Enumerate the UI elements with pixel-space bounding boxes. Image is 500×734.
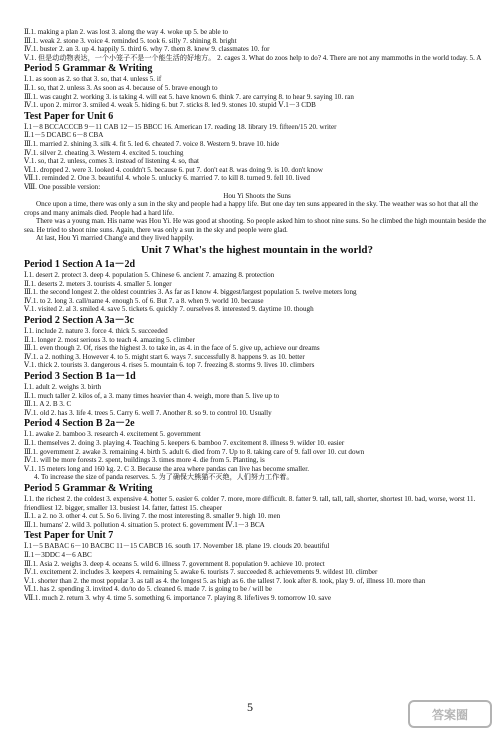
essay-paragraph: Once upon a time, there was only a sun in the sky and people had a happy life. But one day ten suns appeared in the sky. The weather was so hot that all the crops and many animals died. People had a hard life. [24,200,479,217]
answer-line: Ⅳ.1. a 2. nothing 3. However 4. to 5. might start 6. ways 7. successfully 8. happens 9. as 10. better [24,352,305,361]
answer-line: Ⅱ.1－5 DCABC 6－8 CBA [24,131,104,140]
answer-line: Ⅴ.1. 15 meters long and 160 kg. 2. C 3. Because the area where pandas can live has become smaller. [24,464,310,473]
unit6-answers-continued [24,28,490,62]
answer-line: Ⅴ.1. visited 2. al 3. smiled 4. save 5. tickets 6. quickly 7. ourselves 8. interested 9. daytime 10. though [24,305,314,314]
watermark-logo: 答案圈 [408,700,492,728]
answer-line: Ⅰ.1. desert 2. protect 3. deep 4. population 5. Chinese 6. ancient 7. amazing 8. protection [24,271,275,280]
section-heading: Period 1 Section A 1a－2d [24,259,136,271]
answer-line: Ⅲ.1. humans' 2. wild 3. pollution 4. situation 5. protect 6. government Ⅳ.1－3 BCA [24,520,265,529]
answer-line: Ⅲ.1. A 2. B 3. C [24,400,72,409]
answer-line: Ⅱ.1. longer 2. most serious 3. to teach 4. amazing 5. climber [24,335,195,344]
answer-line: Ⅲ.1. even though 2. Of, rises the highest 3. to take in, as 4. in the face of 5. give up, achieve our dreams [24,344,320,353]
answer-line: Ⅲ.1. was caught 2. working 3. is taking 4. will eat 5. have known 6. think 7. are carrying 8. to hear 9. saying 10. ran [24,92,354,101]
essay-title: Hou Yi Shoots the Suns [223,191,291,200]
answer-line: Ⅲ.1. Asia 2. weighs 3. deep 4. oceans 5. wild 6. illness 7. government 8. population 9. achieve 10. protect [24,559,325,568]
answer-line: Ⅳ.1. buster 2. an 3. up 4. happily 5. third 6. why 7. them 8. knew 9. classmates 10. for [24,45,270,54]
answer-line: Ⅳ.1. old 2. has 3. life 4. trees 5. Carry 6. well 7. Another 8. so 9. to control 10. Usually [24,408,272,417]
answer-line: Ⅱ.1. making a plan 2. was lost 3. along the way 4. woke up 5. be able to [24,28,228,36]
answer-line: Ⅶ.1. reminded 2. One 3. beautiful 4. whole 5. unlucky 6. married 7. to kill 8. turned 9. fell 10. lived [24,174,310,183]
answer-line: Ⅴ.1. thick 2. tourists 3. dangerous 4. rises 5. mountain 6. top 7. freezing 8. storms 9. lives 10. climbers [24,361,315,370]
answer-line: Ⅳ.1. upon 2. mirror 3. smiled 4. weak 5. hiding 6. but 7. sticks 8. led 9. stones 10. stupid Ⅴ.1－3 CDB [24,101,316,110]
section-heading: Period 3 Section B 1a－1d [24,371,136,382]
answer-line: Ⅱ.1. so, that 2. unless 3. As soon as 4. because of 5. brave enough to [24,83,218,92]
answer-line: Ⅲ.1. the second longest 2. the oldest countries 3. As far as I know 4. biggest/largest population 5. twelve meters long [24,288,357,297]
answer-line: Ⅳ.1. will be more forests 2. spent, buildings 3. times more 4. die from 5. Planting, is [24,456,265,465]
answer-line: Ⅱ.1. deserts 2. meters 3. tourists 4. smaller 5. longer [24,279,172,288]
answer-line: Ⅲ.1. married 2. shining 3. silk 4. fit 5. led 6. cheated 7. voice 8. Western 9. brave 10. hide [24,139,280,148]
answer-line: Ⅲ.1. weak 2. stone 3. voice 4. reminded 5. took 6. silly 7. shining 8. bright [24,36,237,45]
answer-line: Ⅱ.1. a 2. no 3. other 4. cut 5. So 6. living 7. the most interesting 8. smaller 9. high 10. men [24,512,281,521]
answer-line: Ⅴ.1. so, that 2. unless, comes 3. instead of listening 4. so, that [24,157,199,166]
answer-line: Ⅰ.1. awake 2. bamboo 3. research 4. excitement 5. government [24,430,201,439]
section-heading: Test Paper for Unit 6 [24,110,114,122]
answer-line: Ⅰ.1. as soon as 2. so that 3. so, that 4. unless 5. if [24,75,162,84]
answer-line: Ⅰ.1－5 BABAC 6－10 BACBC 11－15 CABCB 16. south 17. November 18. plane 19. clouds 20. beautiful [24,542,330,551]
answer-line: 4. To increase the size of panda reserves. 5. 为了确保大熊猫不灭绝，人们努力工作着。 [34,473,294,482]
answer-line: Ⅵ.1. has 2. spending 3. invited 4. do/to do 5. cleaned 6. made 7. is going to be / will be [24,585,272,594]
essay-paragraph: At last, Hou Yi married Chang'e and they lived happily. [36,234,194,243]
answer-line: Ⅳ.1. to 2. long 3. call/name 4. enough 5. of 6. But 7. a 8. when 9. world 10. because [24,296,264,305]
answer-line: Ⅵ.1. dropped 2. were 3. looked 4. couldn't 5. because 6. put 7. don't eat 8. was doing 9. is 10. don't know [24,165,323,174]
answer-line: Ⅱ.1. much taller 2. kilos of, a 3. many times heavier than 4. weigh, more than 5. live up to [24,391,280,400]
page-number: 5 [247,700,253,714]
section-heading: Period 2 Section A 3a－3c [24,315,134,327]
answer-line: Ⅱ.1－3DDC 4－6 ABC [24,550,92,559]
answer-line: Ⅳ.1. excitement 2. includes 3. keepers 4. remaining 5. awake 6. tourists 7. succeeded 8. achievements 9. wildest 10. climber [24,568,378,577]
answer-line: Ⅶ.1. much 2. return 3. why 4. time 5. something 6. importance 7. playing 8. life/lives 9. tomorrow 10. save [24,593,332,602]
section-heading: Period 4 Section B 2a－2e [24,418,135,430]
answer-line: Ⅱ.1. themselves 2. doing 3. playing 4. Teaching 5. keepers 6. bamboo 7. excitement 8. illness 9. wilder 10. easier [24,438,345,447]
section-heading: Test Paper for Unit 7 [24,530,114,542]
answer-line: Ⅷ. One possible version: [24,182,101,191]
unit-title: Unit 7 What's the highest mountain in the world? [140,244,374,257]
answer-line: Ⅴ.1. 但是动动物表达，一个小笼子不是一个能生活的好地方。 2. cages 3. What do zoos help to do? 4. There are not any mammoths in the world today. 5. A [24,53,482,62]
section-heading: Period 5 Grammar & Writing [24,63,153,75]
answer-line: Ⅰ.1. adult 2. weighs 3. birth [24,383,102,391]
essay-paragraph: There was a young man. His name was Hou Yi. He was good at shooting. So people asked him to shoot nine suns. So he climbed the high mountain beside the sea. He tried to shoot nine suns. Again, there was only a sun in the sky and people were glad. [24,217,487,234]
answer-line: Ⅴ.1. shorter than 2. the most popular 3. as tall as 4. the longest 5. as high as 6. the tallest 7. look after 8. took, play 9. of, illness 10. more than [24,576,426,585]
answer-line: Ⅰ.1. the richest 2. the coldest 3. expensive 4. hotter 5. easier 6. colder 7. more, more difficult. 8. fatter 9. tall, tall, tall, shorter, shortest 10. bad, worse, worst 11. friendliest 12. bigger, smaller 13. busiest 14. fatter, fattest 15. cheaper [24,494,476,512]
answer-line: Ⅰ.1－8 BCCACCCB 9－11 CAB 12－15 BBCC 16. American 17. reading 18. library 19. fifteen/15 20. writer [24,122,337,131]
answer-line: Ⅰ.1. include 2. nature 3. force 4. thick 5. succeeded [24,327,168,336]
answer-line: Ⅳ.1. silver 2. cheating 3. Western 4. excited 5. touching [24,148,184,157]
section-heading: Period 5 Grammar & Writing [24,482,153,494]
answer-line: Ⅲ.1. government 2. awake 3. remaining 4. birth 5. adult 6. died from 7. Up to 8. taking care of 9. fall over 10. cut down [24,447,365,456]
